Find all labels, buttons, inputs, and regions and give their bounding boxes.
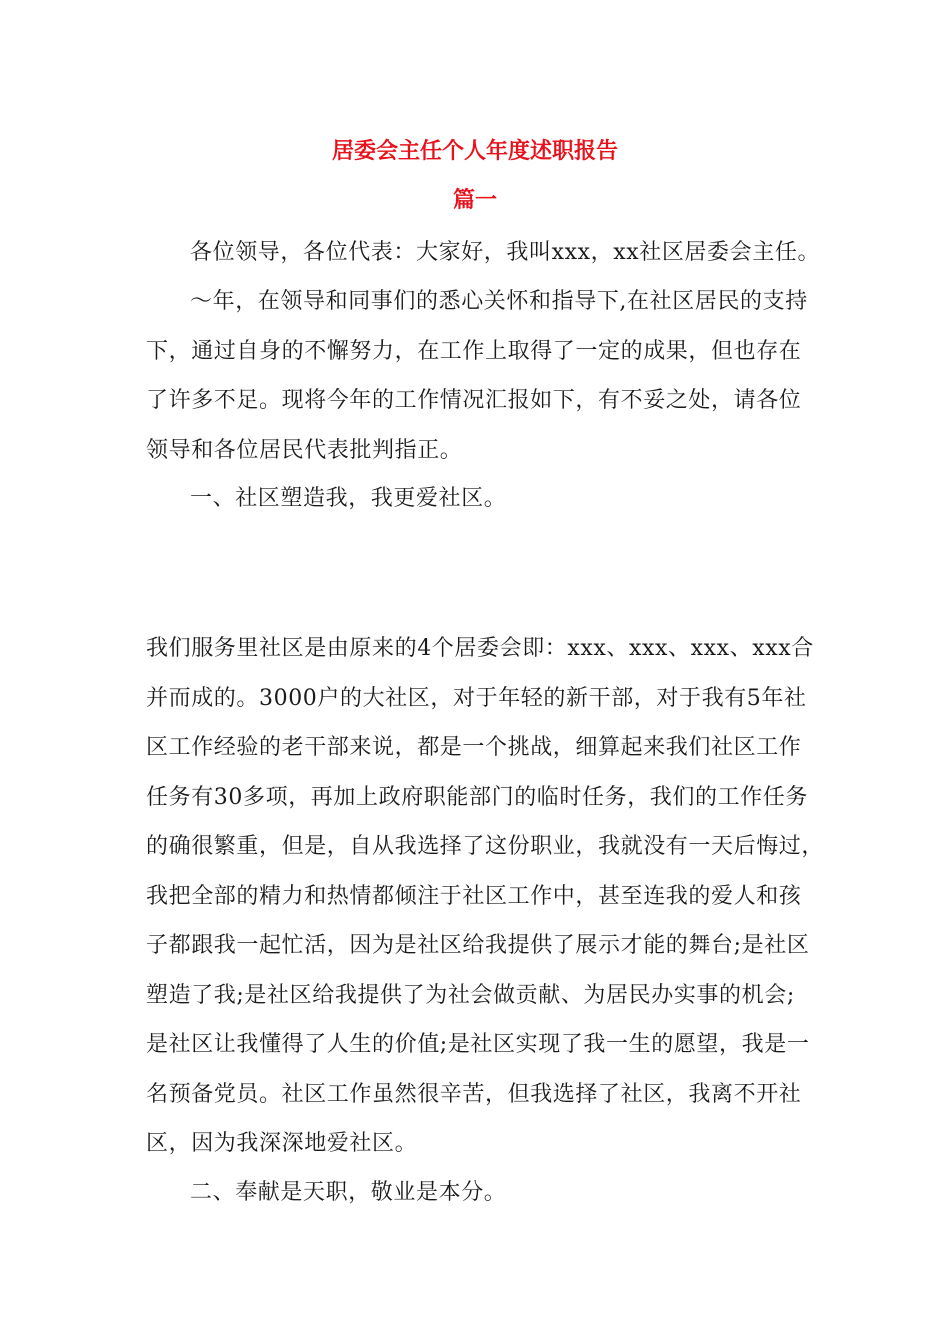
paragraph-intro	[146, 277, 806, 475]
paragraph-section-1-body	[146, 624, 825, 1169]
text-line: 了许多不足。现将今年的工作情况汇报如下，有不妥之处，请各位	[146, 388, 802, 413]
text-line: 下，通过自身的不懈努力，在工作上取得了一定的成果，但也存在	[146, 338, 802, 364]
text-line: 区工作经验的老干部来说，都是一个挑战，细算起来我们社区工作	[146, 735, 802, 760]
text-line: 是社区让我懂得了人生的价值;是社区实现了我一生的愿望，我是一	[146, 1032, 810, 1057]
text-line: 区，因为我深深地爱社区。	[146, 1131, 418, 1156]
text-line: 各位领导，各位代表：大家好，我叫xxx，xx社区居委会主任。	[190, 240, 821, 265]
text-line: 并而成的。3000户的大社区，对于年轻的新干部，对于我有5年社	[146, 685, 807, 711]
section-heading-2	[146, 1168, 806, 1218]
paragraph-greeting	[146, 228, 821, 278]
text-line: 我把全部的精力和热情都倾注于社区工作中，甚至连我的爱人和孩	[146, 883, 802, 909]
section-heading-1	[146, 474, 806, 524]
text-line: 的确很繁重，但是，自从我选择了这份职业，我就没有一天后悔过，	[146, 834, 825, 859]
text-line: 二、奉献是天职，敬业是本分。	[190, 1180, 507, 1205]
text-line: 塑造了我;是社区给我提供了为社会做贡献、为居民办实事的机会;	[146, 982, 795, 1008]
text-line: 子都跟我一起忙活，因为是社区给我提供了展示才能的舞台;是社区	[146, 933, 810, 958]
text-line: 我们服务里社区是由原来的4个居委会即：xxx、xxx、xxx、xxx合	[146, 636, 814, 661]
text-line: 任务有30多项，再加上政府职能部门的临时任务，我们的工作任务	[146, 784, 808, 810]
text-line: 领导和各位居民代表批判指正。	[146, 437, 463, 463]
document-subtitle: 篇一	[452, 188, 497, 213]
text-line: 一、社区塑造我，我更爱社区。	[190, 486, 507, 511]
text-line: ～年，在领导和同事们的悉心关怀和指导下,在社区居民的支持	[190, 289, 808, 314]
text-line: 名预备党员。社区工作虽然很辛苦，但我选择了社区，我离不开社	[146, 1081, 802, 1107]
document-title: 居委会主任个人年度述职报告	[331, 139, 618, 164]
